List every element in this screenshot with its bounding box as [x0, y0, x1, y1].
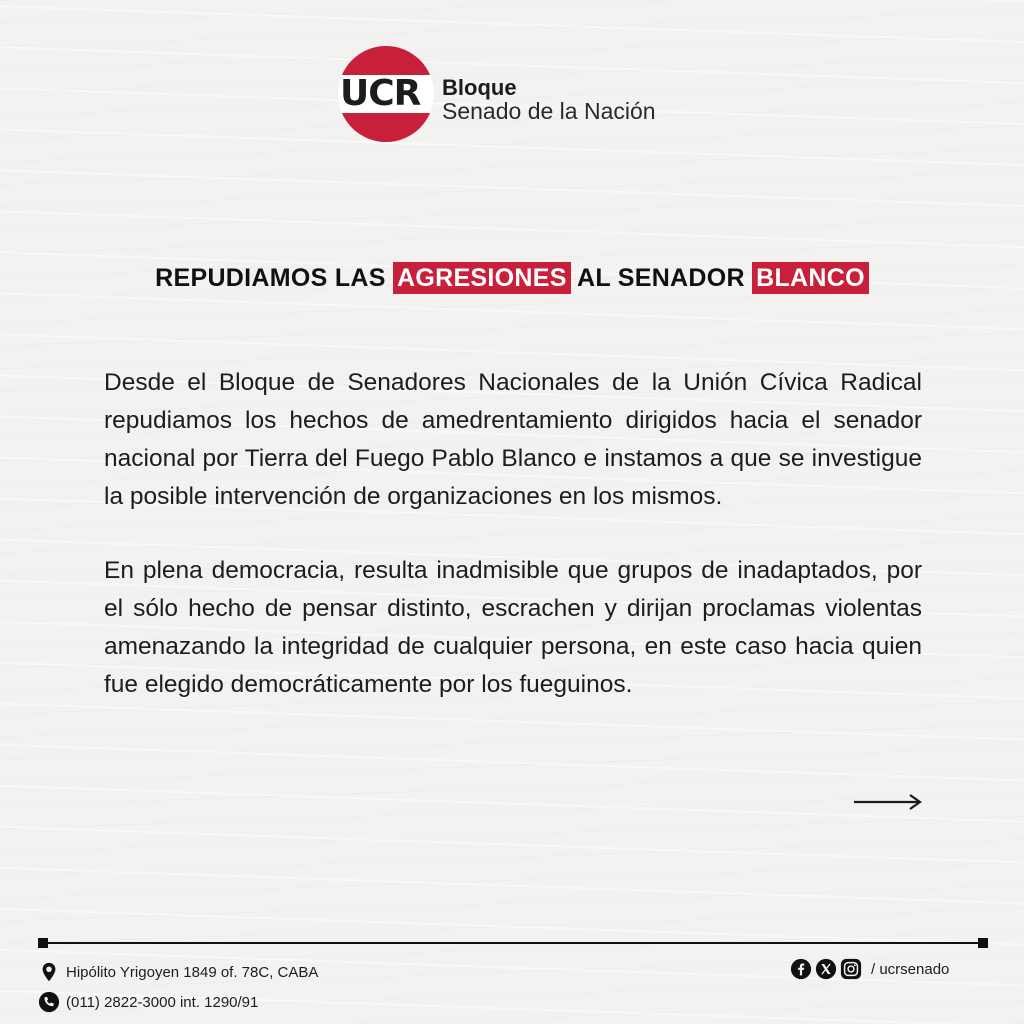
facebook-icon[interactable] — [790, 958, 812, 980]
phone-text: (011) 2822-3000 int. 1290/91 — [66, 993, 259, 1011]
headline-part2: AL SENADOR — [577, 264, 745, 292]
paragraph-2: En plena democracia, resulta inadmisible que grupos de inadaptados, por el sólo hecho de pensar distinto, escrachen y dirijan proclamas violentas amenazando la integridad de cualquier persona, en este caso hacia quien fue elegido democráticamente por los fueguinos. — [104, 557, 922, 698]
location-pin-icon — [38, 961, 60, 983]
social-links — [790, 958, 949, 980]
footer-divider — [38, 938, 988, 948]
ucr-logo — [338, 46, 698, 146]
paragraph-1: Desde el Bloque de Senadores Nacionales de la Unión Cívica Radical repudiamos los hechos de amedrentamiento dirigidos hacia el senador nacional por Tierra del Fuego Pablo Blanco e instamos a que se investigue la posible intervención de organizaciones en los mismos. — [104, 369, 922, 510]
next-arrow-icon[interactable] — [852, 792, 924, 812]
headline-highlight1: AGRESIONES — [393, 262, 571, 294]
phone-icon — [38, 991, 60, 1013]
address-text: Hipólito Yrigoyen 1849 of. 78C, CABA — [66, 963, 319, 981]
x-icon[interactable] — [815, 958, 837, 980]
logo-line1: Bloque — [442, 75, 517, 100]
logo-acronym: UCR — [340, 73, 421, 114]
footer-contact — [38, 960, 318, 1020]
statement-body — [104, 364, 922, 740]
social-handle[interactable]: / ucrsenado — [871, 960, 950, 978]
headline-highlight2: BLANCO — [752, 262, 869, 294]
headline — [0, 264, 1024, 293]
logo-line2: Senado de la Nación — [442, 98, 656, 124]
instagram-icon[interactable] — [840, 958, 862, 980]
address-row — [38, 960, 318, 984]
headline-part1: REPUDIAMOS LAS — [155, 264, 386, 292]
phone-row — [38, 990, 318, 1014]
